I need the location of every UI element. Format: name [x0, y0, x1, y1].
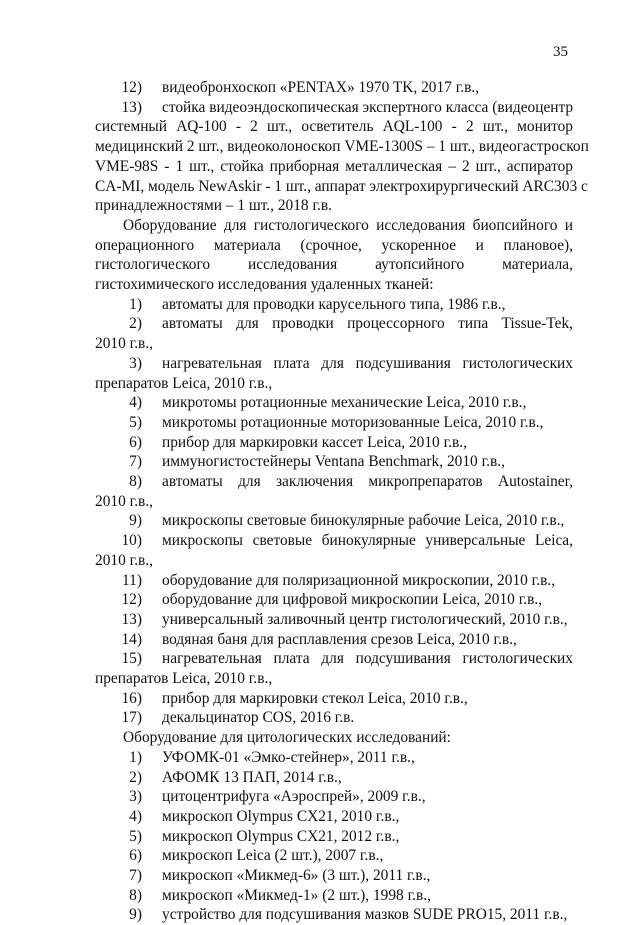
list-item [0, 314, 640, 334]
list-item-text: цитоцентрифуга «Аэроспрей», 2009 г.в., [162, 788, 426, 806]
list-item-text: микротомы ротационные моторизованные Leica, 2010 г.в., [162, 413, 544, 431]
list-item-text: микроскоп «Микмед-1» (2 шт.), 1998 г.в., [162, 886, 431, 904]
list-item-text: УФОМК-01 «Эмко-стейнер», 2011 г.в., [162, 748, 415, 766]
list-item-text: нагревательная плата для подсушивания гистологических [162, 650, 573, 668]
list-item [0, 708, 640, 728]
paragraph-text: 2010 г.в., [95, 335, 154, 353]
list-item [0, 393, 640, 413]
text-line [0, 374, 640, 394]
paragraph-text: CA-MI, модель NewAskir - 1 шт., аппарат электрохирургический ARC303 с [95, 177, 588, 195]
list-item [0, 866, 640, 886]
list-item-number: 13) [121, 610, 142, 628]
list-item [0, 846, 640, 866]
list-item [0, 689, 640, 709]
list-item [0, 413, 640, 433]
list-item-number: 14) [121, 630, 142, 648]
text-line [0, 196, 640, 216]
list-item-text: микроскоп «Микмед-6» (3 шт.), 2011 г.в., [162, 867, 431, 884]
list-item [0, 295, 640, 315]
list-item-number: 11) [122, 571, 142, 589]
list-item-number: 5) [129, 827, 142, 845]
list-item-number: 2) [129, 768, 142, 786]
list-item [0, 768, 640, 788]
paragraph-text: гистохимического исследования удаленных тканей: [95, 276, 434, 293]
paragraph-text: Оборудование для цитологических исследований: [123, 729, 451, 747]
list-item-number: 1) [129, 295, 142, 313]
list-item-number: 8) [129, 886, 142, 904]
list-item-text: универсальный заливочный центр гистологический, 2010 г.в., [162, 610, 568, 628]
list-item-text: прибор для маркировки кассет Leica, 2010 г.в., [162, 433, 467, 451]
list-item-text: микроскопы световые бинокулярные универсальные Leica, [162, 532, 573, 550]
list-item [0, 511, 640, 531]
list-item-text: автоматы для проводки карусельного типа, 1986 г.в., [162, 295, 506, 313]
text-line [0, 275, 640, 295]
list-item [0, 531, 640, 551]
paragraph-text: 2010 г.в., [95, 551, 154, 569]
list-item [0, 807, 640, 827]
paragraph-text: препаратов Leica, 2010 г.в., [95, 374, 273, 392]
paragraph-text: 2010 г.в., [95, 492, 154, 510]
list-item-number: 4) [129, 394, 142, 412]
text-line [0, 137, 640, 157]
list-item-text: стойка видеоэндоскопическая экспертного класса (видеоцентр [162, 98, 574, 116]
text-line [0, 492, 640, 512]
list-item-text: автоматы для заключения микропрепаратов Autostainer, [162, 473, 573, 490]
list-item-text: декальцинатор COS, 2016 г.в. [162, 709, 355, 727]
list-item-text: оборудование для поляризационной микроскопии, 2010 г.в., [162, 571, 556, 589]
list-item-number: 9) [129, 906, 142, 924]
list-item [0, 571, 640, 591]
paragraph-text: операционного материала (срочное, ускоренное и плановое), [95, 236, 573, 254]
paragraph-text: Оборудование для гистологического исследования биопсийного и [123, 216, 573, 234]
list-item [0, 98, 640, 118]
list-item-text: видеобронхоскоп «PENTAX» 1970 TK, 2017 г.в., [162, 79, 480, 96]
text-line [0, 551, 640, 571]
list-item-text: микроскоп Olympus CX21, 2012 г.в., [162, 827, 400, 845]
page-number: 35 [553, 44, 568, 60]
paragraph-text: VME-98S - 1 шт., стойка приборная металлическая – 2 шт., аспиратор [95, 157, 573, 175]
list-item-number: 8) [129, 473, 142, 490]
list-item-number: 16) [121, 689, 142, 707]
list-item-text: нагревательная плата для подсушивания гистологических [162, 354, 573, 372]
list-item-text: микроскоп Leica (2 шт.), 2007 г.в., [162, 847, 384, 865]
list-item-text: микроскопы световые бинокулярные рабочие Leica, 2010 г.в., [162, 512, 565, 530]
list-item-text: прибор для маркировки стекол Leica, 2010 г.в., [162, 689, 468, 707]
list-item [0, 886, 640, 906]
list-item-number: 2) [129, 315, 142, 333]
list-item [0, 472, 640, 492]
list-item [0, 787, 640, 807]
list-item-number: 4) [129, 807, 142, 825]
paragraph-text: препаратов Leica, 2010 г.в., [95, 670, 273, 687]
list-item-number: 12) [121, 591, 142, 609]
list-item-number: 3) [129, 354, 142, 372]
list-item [0, 905, 640, 925]
list-item [0, 630, 640, 650]
list-item-number: 6) [129, 847, 142, 865]
paragraph-text: гистологического исследования аутопсийного материала, [95, 256, 573, 274]
text-line [0, 255, 640, 275]
list-item [0, 433, 640, 453]
list-item [0, 452, 640, 472]
list-item [0, 748, 640, 768]
text-line [0, 669, 640, 689]
text-line [0, 216, 640, 236]
list-item-number: 15) [121, 650, 142, 668]
list-item-number: 5) [129, 413, 142, 431]
text-line [0, 728, 640, 748]
text-line [0, 177, 640, 197]
list-item-text: АФОМК 13 ПАП, 2014 г.в., [162, 768, 342, 786]
text-line [0, 157, 640, 177]
list-item-text: автоматы для проводки процессорного типа Tissue-Tek, [162, 315, 573, 333]
list-item-number: 1) [129, 748, 142, 766]
list-item [0, 649, 640, 669]
list-item [0, 78, 640, 98]
text-line [0, 236, 640, 256]
list-item [0, 590, 640, 610]
list-item-number: 6) [129, 433, 142, 451]
paragraph-text: медицинский 2 шт., видеоколоноскоп VME-1300S – 1 шт., видеогастроскоп [95, 138, 589, 156]
list-item-text: микротомы ротационные механические Leica, 2010 г.в., [162, 394, 527, 412]
list-item [0, 354, 640, 374]
text-line [0, 334, 640, 354]
list-item-number: 7) [129, 453, 142, 471]
list-item-number: 3) [129, 788, 142, 806]
list-item-text: водяная баня для расплавления срезов Leica, 2010 г.в., [162, 630, 517, 648]
list-item-text: устройство для подсушивания мазков SUDE PRO15, 2011 г.в., [162, 906, 568, 924]
list-item-number: 10) [121, 532, 142, 550]
list-item-number: 7) [129, 867, 142, 884]
paragraph-text: принадлежностями – 1 шт., 2018 г.в. [95, 197, 332, 215]
paragraph-text: системный AQ-100 - 2 шт., осветитель AQL-100 - 2 шт., монитор [95, 118, 573, 136]
list-item [0, 827, 640, 847]
list-item-number: 12) [121, 79, 142, 96]
list-item-text: микроскоп Olympus CX21, 2010 г.в., [162, 807, 400, 825]
list-item-number: 9) [129, 512, 142, 530]
list-item-text: оборудование для цифровой микроскопии Leica, 2010 г.в., [162, 591, 543, 609]
list-item-text: иммуногистостейнеры Ventana Benchmark, 2010 г.в., [162, 453, 505, 471]
list-item [0, 610, 640, 630]
text-line [0, 117, 640, 137]
list-item-number: 17) [121, 709, 142, 727]
list-item-number: 13) [121, 98, 142, 116]
